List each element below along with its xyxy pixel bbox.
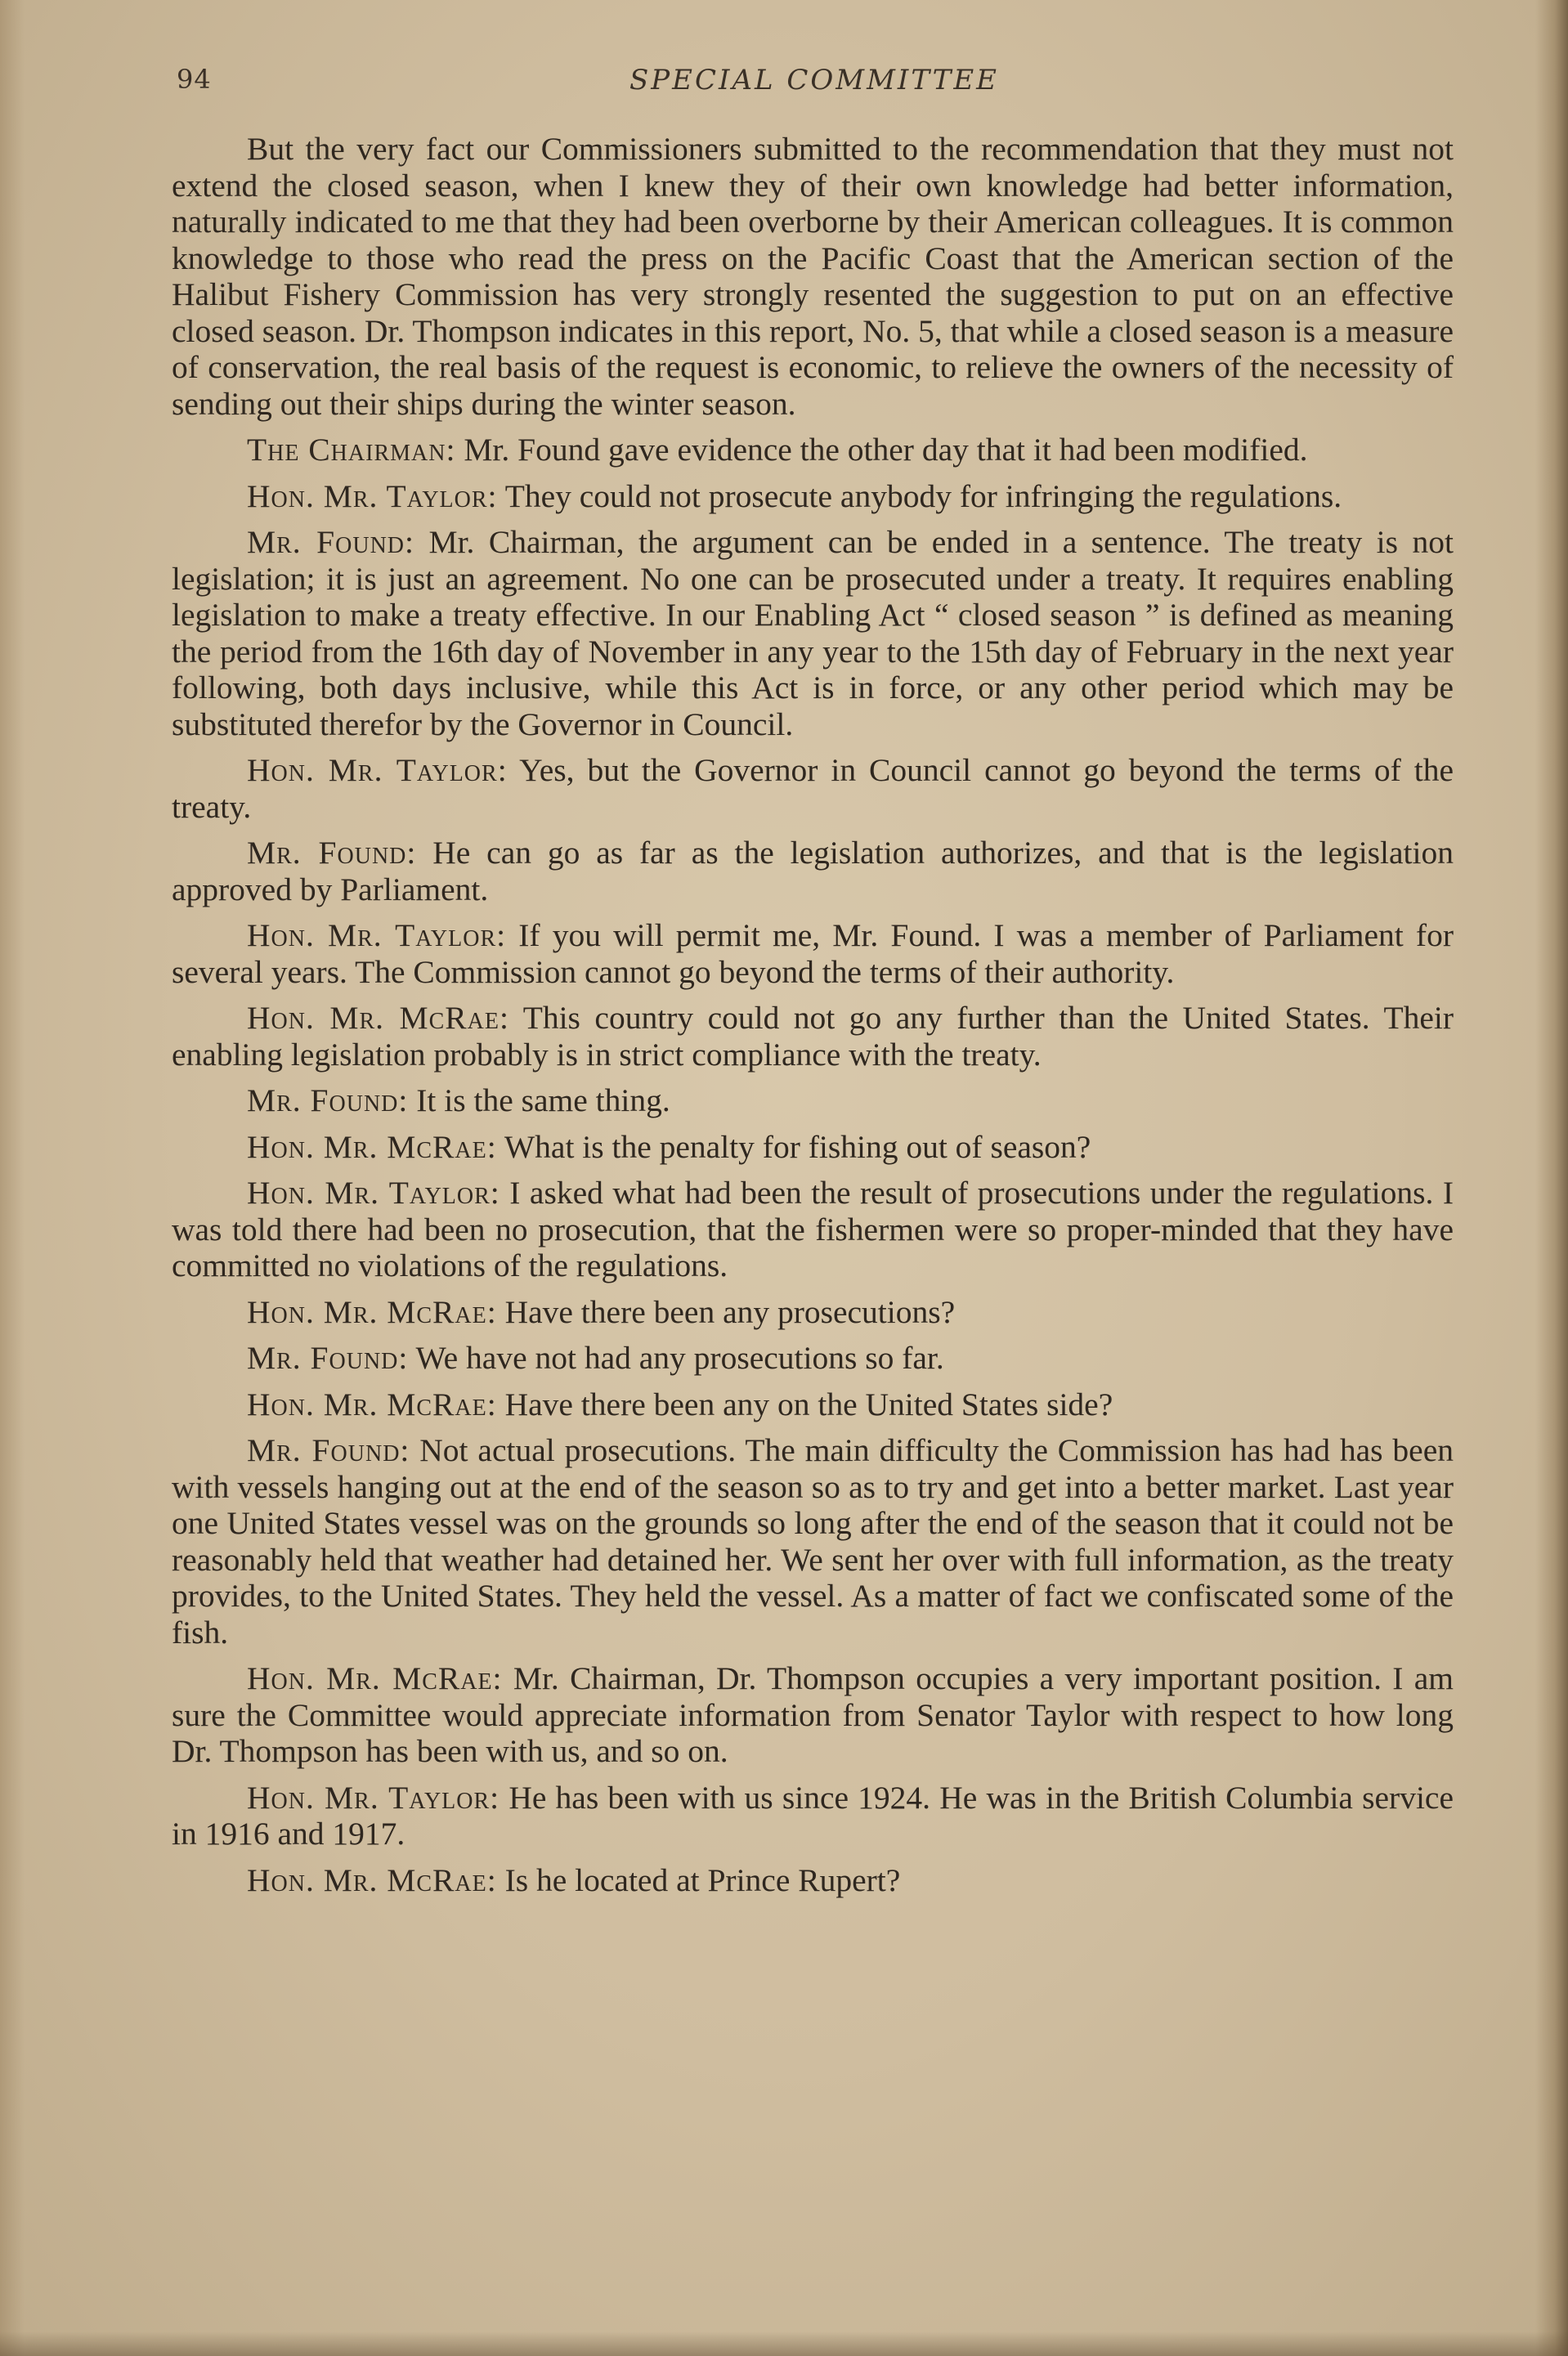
speaker: Hon. Mr. Taylor: bbox=[247, 477, 498, 514]
speaker: Hon. Mr. McRae: bbox=[247, 1293, 497, 1330]
speech: Is he located at Prince Rupert? bbox=[496, 1861, 901, 1898]
speech: Not actual prosecutions. The main difficulty the Commission has had has been with vessels hanging out at the end of the season so as to try and get into a better market. Last year one United States vessel was on the grounds so long after the end of the season that it could not be reasonably held that weather had detained her. We sent her over with full information, as the treaty provides, to the United States. They held the vessel. As a matter of fact we confiscated some of the fish. bbox=[172, 1432, 1454, 1651]
body-text bbox=[172, 131, 1454, 1908]
speaker: Hon. Mr. McRae: bbox=[247, 1000, 509, 1036]
page-edge-shadow-bottom bbox=[0, 2331, 1568, 2356]
speaker: Hon. Mr. Taylor: bbox=[247, 752, 508, 788]
paragraph bbox=[172, 1082, 1454, 1119]
page-edge-shadow-left bbox=[0, 0, 25, 2356]
speaker: Hon. Mr. McRae: bbox=[247, 1660, 503, 1696]
paragraph bbox=[172, 752, 1454, 825]
speaker: Mr. Found: bbox=[247, 524, 414, 560]
page-edge-shadow-right bbox=[1535, 0, 1568, 2356]
running-head: SPECIAL COMMITTEE bbox=[629, 64, 999, 96]
speaker: Hon. Mr. McRae: bbox=[247, 1386, 497, 1422]
speech: It is the same thing. bbox=[408, 1082, 670, 1118]
speech: If you will permit me, Mr. Found. I was a member of Parliament for several years. The Commission cannot go beyond the terms of their authority. bbox=[172, 917, 1454, 990]
speaker: Hon. Mr. Taylor: bbox=[247, 1779, 500, 1816]
speech: Mr. Chairman, the argument can be ended in a sentence. The treaty is not legislation; it is just an agreement. No one can be prosecuted under a treaty. It requires enabling legislation to make a treaty effective. In our Enabling Act “ closed season ” is defined as meaning the period from the 16th day of November in any year to the 15th day of February in the next year following, both days inclusive, while this Act is in force, or any other period which may be substituted therefor by the Governor in Council. bbox=[172, 524, 1454, 742]
paragraph bbox=[172, 1780, 1454, 1852]
paragraph bbox=[172, 1340, 1454, 1377]
speaker: Hon. Mr. McRae: bbox=[247, 1128, 497, 1165]
paragraph bbox=[172, 1862, 1454, 1899]
speaker: Mr. Found: bbox=[247, 835, 417, 871]
paragraph bbox=[172, 917, 1454, 990]
speech: We have not had any prosecutions so far. bbox=[408, 1340, 944, 1376]
paragraph bbox=[172, 524, 1454, 742]
speaker: The Chairman: bbox=[247, 432, 456, 468]
paragraph bbox=[172, 1386, 1454, 1423]
paragraph bbox=[172, 835, 1454, 907]
paragraph bbox=[172, 1129, 1454, 1166]
speech: They could not prosecute anybody for infringing the regulations. bbox=[497, 477, 1342, 514]
speech: Mr. Chairman, Dr. Thompson occupies a very important position. I am sure the Committee would appreciate information from Senator Taylor with respect to how long Dr. Thompson has been with us, and so on. bbox=[172, 1660, 1454, 1769]
speech: Yes, but the Governor in Council cannot go beyond the terms of the treaty. bbox=[172, 752, 1454, 825]
speech: He can go as far as the legislation authorizes, and that is the legislation approved by Parliament. bbox=[172, 835, 1454, 907]
paragraph bbox=[172, 1294, 1454, 1331]
speaker: Hon. Mr. Taylor: bbox=[247, 1175, 500, 1211]
speech: But the very fact our Commissioners submitted to the recommendation that they must not extend the closed season, when I knew they of their own knowledge had better information, naturally indicated to me that they had been overborne by their American colleagues. It is common knowledge to those who read the press on the Pacific Coast that the American section of the Halibut Fishery Commission has very strongly resented the suggestion to put on an effective closed season. Dr. Thompson indicates in this report, No. 5, that while a closed season is a measure of conservation, the real basis of the request is economic, to relieve the owners of the necessity of sending out their ships during the winter season. bbox=[172, 131, 1454, 422]
paragraph bbox=[172, 478, 1454, 515]
paragraph bbox=[172, 432, 1454, 468]
paragraph bbox=[172, 1000, 1454, 1073]
speaker: Mr. Found: bbox=[247, 1432, 410, 1468]
speech: This country could not go any further than the United States. Their enabling legislation probably is in strict compliance with the treaty. bbox=[172, 1000, 1454, 1073]
speech: I asked what had been the result of prosecutions under the regulations. I was told there had been no prosecution, that the fishermen were so proper-minded that they have committed no violations of the regulations. bbox=[172, 1175, 1454, 1283]
speech: Mr. Found gave evidence the other day that it had been modified. bbox=[455, 432, 1308, 468]
speaker: Hon. Mr. Taylor: bbox=[247, 917, 507, 953]
speaker: Hon. Mr. McRae: bbox=[247, 1861, 497, 1898]
speaker: Mr. Found: bbox=[247, 1082, 409, 1118]
speech: Have there been any on the United States side? bbox=[496, 1386, 1113, 1422]
speech: Have there been any prosecutions? bbox=[496, 1293, 956, 1330]
speech: What is the penalty for fishing out of season? bbox=[496, 1128, 1091, 1165]
paragraph bbox=[172, 131, 1454, 422]
paragraph bbox=[172, 1432, 1454, 1651]
speech: He has been with us since 1924. He was in the British Columbia service in 1916 and 1917. bbox=[172, 1779, 1454, 1852]
paragraph bbox=[172, 1660, 1454, 1770]
page-number: 94 bbox=[177, 64, 212, 95]
page-header bbox=[177, 64, 1452, 105]
paragraph bbox=[172, 1175, 1454, 1284]
speaker: Mr. Found: bbox=[247, 1340, 409, 1376]
